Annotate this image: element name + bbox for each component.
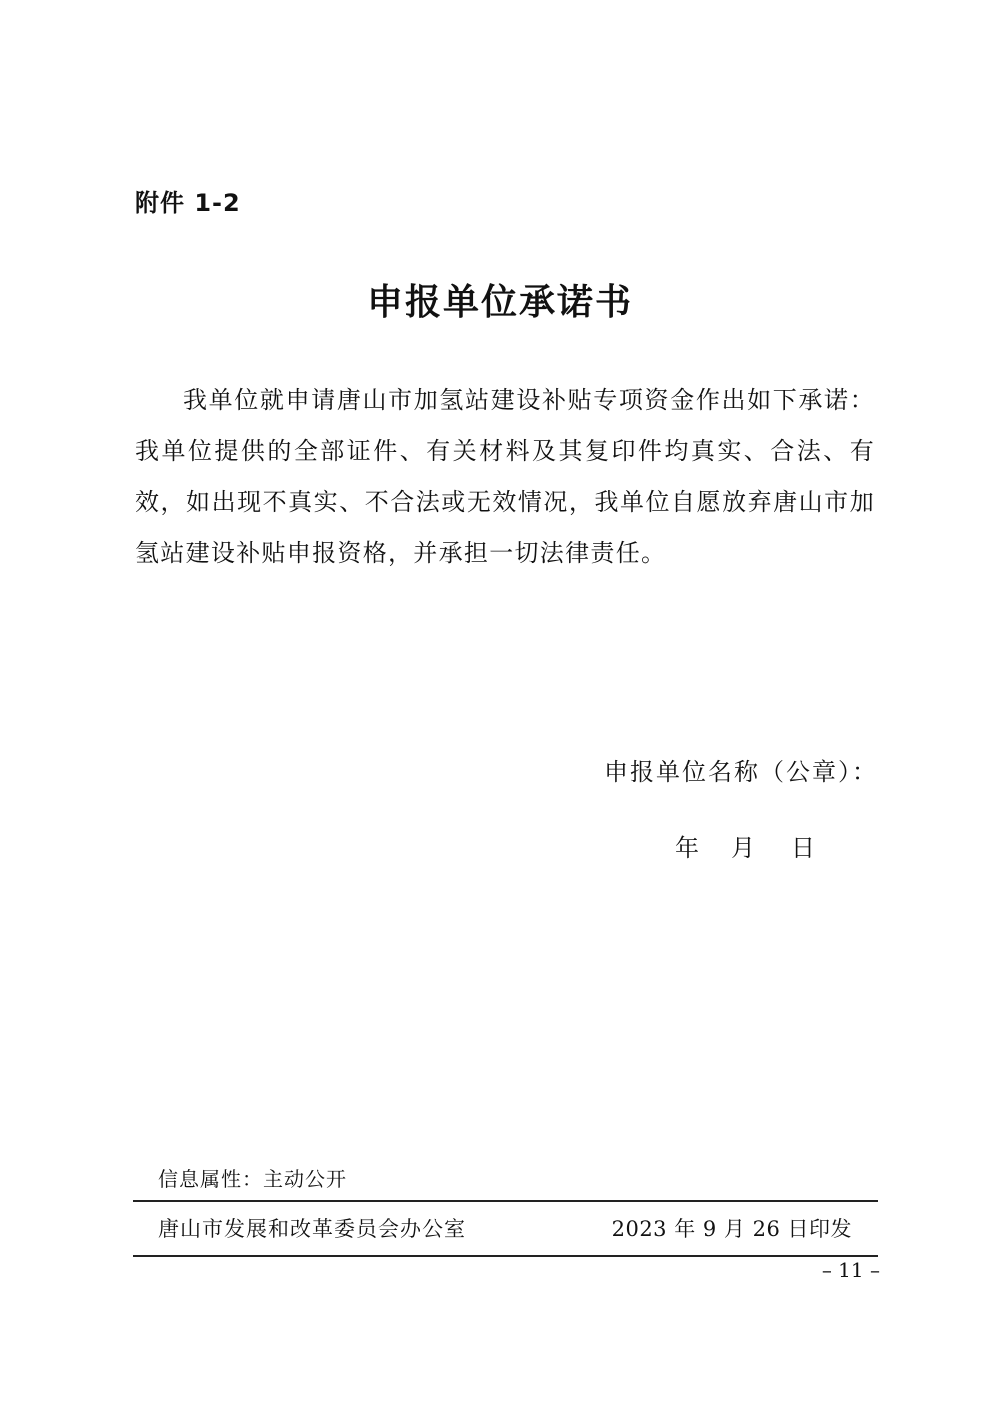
- issue-date: 2023 年 9 月 26 日印发: [611, 1217, 852, 1241]
- footer-divider-bottom: [133, 1255, 878, 1257]
- date-month-label: 月: [731, 834, 755, 862]
- document-title: 申报单位承诺书: [366, 282, 633, 323]
- date-line: [675, 828, 815, 863]
- issuer-name: 唐山市发展和改革委员会办公室: [158, 1217, 466, 1241]
- attachment-label: 附件 1-2: [135, 189, 241, 217]
- info-attribute: 信息属性：主动公开: [158, 1167, 347, 1191]
- commitment-body-text: 我单位就申请唐山市加氢站建设补贴专项资金作出如下承诺：我单位提供的全部证件、有关材料及其复印件均真实、合法、有效，如出现不真实、不合法或无效情况，我单位自愿放弃唐山市加氢站建设补贴申报资格，并承担一切法律责任。: [135, 386, 875, 567]
- date-year-label: 年: [675, 834, 699, 862]
- page-number: – 11 –: [821, 1258, 880, 1282]
- signature-label: 申报单位名称（公章）：: [604, 758, 878, 786]
- footer-divider-top: [133, 1200, 878, 1202]
- date-day-label: 日: [791, 834, 815, 862]
